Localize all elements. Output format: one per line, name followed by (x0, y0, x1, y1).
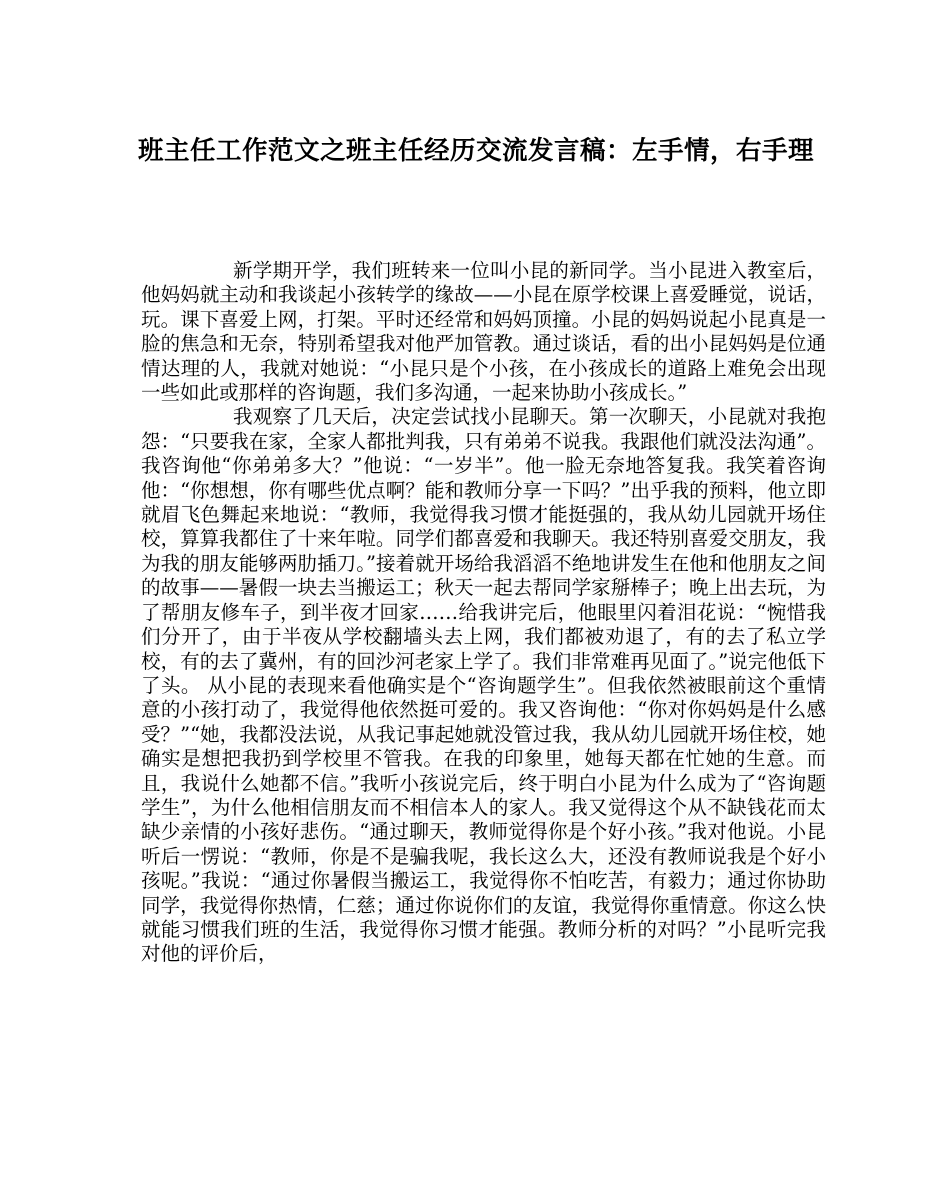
document-body (141, 259, 826, 967)
body-paragraph-1: 新学期开学，我们班转来一位叫小昆的新同学。当小昆进入教室后，他妈妈就主动和我谈起小孩转学的缘故——小昆在原学校课上喜爱睡觉，说话，玩。课下喜爱上网，打架。平时还经常和妈妈顶撞。小昆的妈妈说起小昆真是一脸的焦急和无奈，特别希望我对他严加管教。通过谈话，看的出小昆妈妈是位通情达理的人，我就对她说：“小昆只是个小孩，在小孩成长的道路上难免会出现一些如此或那样的咨询题，我们多沟通，一起来协助小孩成长。” (141, 259, 826, 405)
body-paragraph-2: 我观察了几天后，决定尝试找小昆聊天。第一次聊天，小昆就对我抱怨：“只要我在家，全家人都批判我，只有弟弟不说我。我跟他们就没法沟通”。我咨询他“你弟弟多大？”他说：“一岁半”。他一脸无奈地答复我。我笑着咨询他：“你想想，你有哪些优点啊？能和教师分享一下吗？”出乎我的预料，他立即就眉飞色舞起来地说：“教师，我觉得我习惯才能挺强的，我从幼儿园就开场住校，算算我都住了十来年啦。同学们都喜爱和我聊天。我还特别喜爱交朋友，我为我的朋友能够两肋插刀。”接着就开场给我滔滔不绝地讲发生在他和他朋友之间的故事——暑假一块去当搬运工；秋天一起去帮同学家掰棒子；晚上出去玩，为了帮朋友修车子，到半夜才回家……给我讲完后，他眼里闪着泪花说：“惋惜我们分开了，由于半夜从学校翻墙头去上网，我们都被劝退了，有的去了私立学校，有的去了冀州，有的回沙河老家上学了。我们非常难再见面了。”说完他低下了头。 从小昆的表现来看他确实是个“咨询题学生”。但我依然被眼前这个重情意的小孩打动了，我觉得他依然挺可爱的。我又咨询他：“你对你妈妈是什么感受？”“她，我都没法说，从我记事起她就没管过我，我从幼儿园就开场住校，她确实是想把我扔到学校里不管我。在我的印象里，她每天都在忙她的生意。而且，我说什么她都不信。”我听小孩说完后，终于明白小昆为什么成为了“咨询题学生”，为什么他相信朋友而不相信本人的家人。我又觉得这个从不缺钱花而太缺少亲情的小孩好悲伤。“通过聊天，教师觉得你是个好小孩。”我对他说。小昆听后一愣说：“教师，你是不是骗我呢，我长这么大，还没有教师说我是个好小孩呢。”我说：“通过你暑假当搬运工，我觉得你不怕吃苦，有毅力；通过你协助同学，我觉得你热情，仁慈；通过你说你们的友谊，我觉得你重情意。你这么快就能习惯我们班的生活，我觉得你习惯才能强。教师分析的对吗？”小昆听完我对他的评价后， (141, 405, 826, 966)
document-title: 班主任工作范文之班主任经历交流发言稿：左手情，右手理 (137, 136, 814, 166)
